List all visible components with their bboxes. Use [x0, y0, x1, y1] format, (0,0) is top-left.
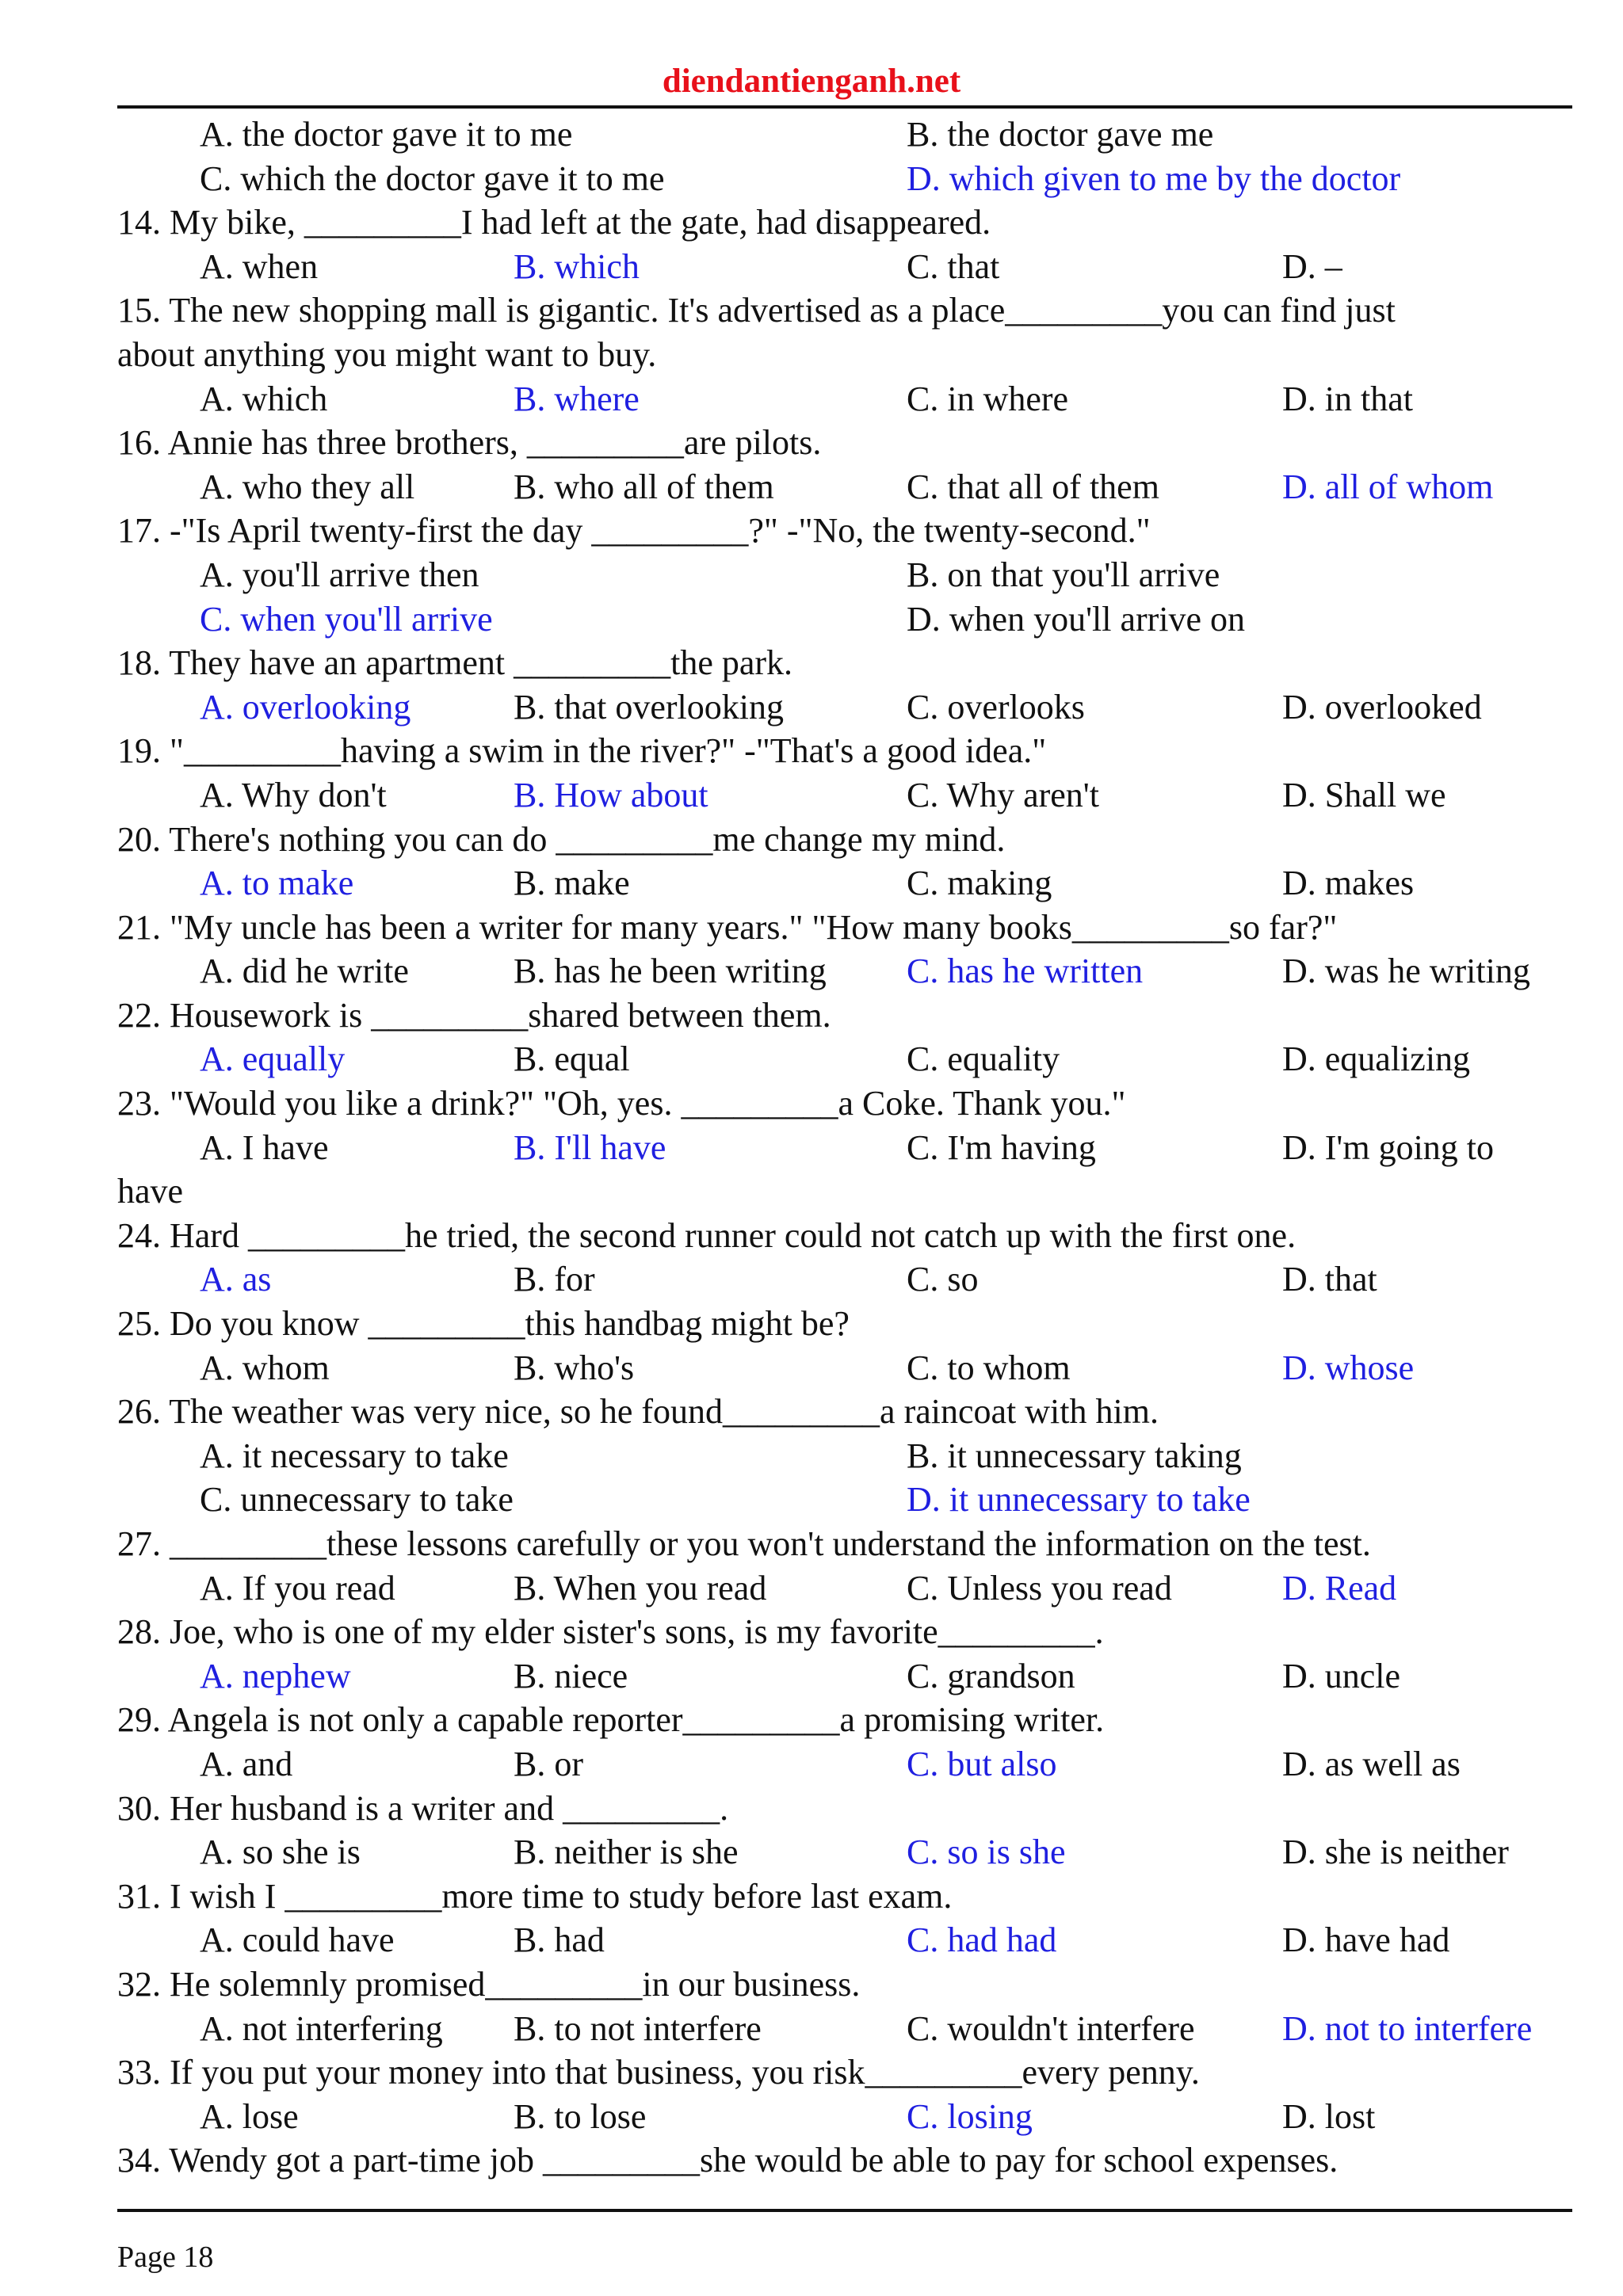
answer-options-row — [117, 1918, 1575, 1962]
answer-option-correct: C. has he written — [907, 952, 1144, 991]
answer-option: D. – — [1282, 246, 1342, 286]
answer-option: D. was he writing — [1282, 952, 1530, 991]
answer-option: C. in where — [907, 379, 1069, 418]
answer-option: C. Unless you read — [907, 1568, 1172, 1608]
question-text: 15. The new shopping mall is gigantic. It's advertised as a place_________you can find just — [117, 291, 1396, 330]
question-text: 22. Housework is _________shared between them. — [117, 995, 831, 1035]
answer-option: A. Why don't — [200, 775, 387, 814]
answer-option: C. so — [907, 1260, 979, 1299]
answer-options-row — [117, 1830, 1575, 1875]
answer-option-correct: A. to make — [200, 864, 354, 903]
question-text: 14. My bike, _________I had left at the gate, had disappeared. — [117, 203, 991, 242]
answer-option-correct: D. Read — [1282, 1568, 1397, 1608]
answer-option: A. If you read — [200, 1568, 395, 1608]
answer-options-row — [117, 1654, 1575, 1699]
answer-option: A. not interfering — [200, 2008, 443, 2048]
site-header-title: diendantienganh.net — [662, 63, 961, 100]
answer-options-row — [117, 245, 1575, 289]
answer-option-correct: B. I'll have — [514, 1127, 666, 1167]
answer-option: B. had — [514, 1920, 605, 1960]
answer-options-row — [117, 157, 1575, 201]
answer-option: B. for — [514, 1260, 595, 1299]
answer-option-correct: C. losing — [907, 2096, 1033, 2136]
answer-option: B. niece — [514, 1656, 628, 1695]
answer-options-row — [117, 949, 1575, 994]
answer-option: B. neither is she — [514, 1833, 739, 1872]
question-text: 32. He solemnly promised_________in our business. — [117, 1964, 861, 2004]
answer-option: D. have had — [1282, 1920, 1450, 1960]
question-text: 19. "_________having a swim in the river?" -"That's a good idea." — [117, 731, 1047, 771]
question-text: 33. If you put your money into that business, you risk_________every penny. — [117, 2053, 1200, 2092]
answer-option: D. Shall we — [1282, 775, 1446, 814]
question-text: 27. _________these lessons carefully or you won't understand the information on the test. — [117, 1524, 1371, 1563]
answer-option: C. that all of them — [907, 467, 1159, 506]
answer-options-row — [117, 465, 1575, 509]
answer-options-row — [117, 861, 1575, 906]
answer-option: D. equalizing — [1282, 1039, 1471, 1079]
answer-option: B. equal — [514, 1039, 630, 1079]
question-text: about anything you might want to buy. — [117, 334, 657, 374]
answer-option: C. Why aren't — [907, 775, 1099, 814]
answer-option: C. overlooks — [907, 687, 1085, 727]
answer-option: D. uncle — [1282, 1656, 1401, 1695]
answer-option-correct: C. but also — [907, 1744, 1057, 1783]
answer-option: D. makes — [1282, 864, 1415, 903]
question-text: 17. -"Is April twenty-first the day _________?" -"No, the twenty-second." — [117, 511, 1151, 551]
answer-option: A. you'll arrive then — [200, 555, 479, 594]
answer-option-correct: C. so is she — [907, 1833, 1066, 1872]
answer-option: B. make — [514, 864, 630, 903]
answer-option-correct: B. where — [514, 379, 640, 418]
answer-option: D. in that — [1282, 379, 1413, 418]
answer-option: B. to lose — [514, 2096, 647, 2136]
answer-options-row — [117, 1566, 1575, 1611]
answer-options-row — [117, 1126, 1575, 1170]
answer-options-row — [117, 1037, 1575, 1081]
answer-option-correct: C. when you'll arrive — [200, 599, 493, 639]
answer-option-correct: D. all of whom — [1282, 467, 1494, 506]
question-text: 30. Her husband is a writer and _________. — [117, 1788, 729, 1828]
answer-option-correct: D. whose — [1282, 1348, 1415, 1387]
question-text: 28. Joe, who is one of my elder sister's sons, is my favorite_________. — [117, 1612, 1104, 1652]
question-text: 24. Hard _________he tried, the second runner could not catch up with the first one. — [117, 1215, 1296, 1255]
answer-option: B. When you read — [514, 1568, 767, 1608]
answer-options-row — [117, 685, 1575, 730]
answer-option: B. on that you'll arrive — [907, 555, 1220, 594]
answer-option: C. I'm having — [907, 1127, 1096, 1167]
answer-options-row — [117, 1742, 1575, 1787]
answer-option: B. who's — [514, 1348, 635, 1387]
answer-option: B. or — [514, 1744, 583, 1783]
question-text: 26. The weather was very nice, so he found_________a raincoat with him. — [117, 1392, 1159, 1432]
question-text: 31. I wish I _________more time to study before last exam. — [117, 1876, 953, 1916]
answer-options-row — [117, 377, 1575, 421]
answer-option: A. so she is — [200, 1833, 361, 1872]
answer-option: D. she is neither — [1282, 1833, 1509, 1872]
question-text: 34. Wendy got a part-time job _________she would be able to pay for school expenses. — [117, 2141, 1338, 2180]
answer-option: B. the doctor gave me — [907, 115, 1214, 154]
footer-divider — [117, 2209, 1572, 2212]
answer-option: C. which the doctor gave it to me — [200, 158, 665, 198]
answer-option: A. lose — [200, 2096, 299, 2136]
answer-options-row — [117, 1478, 1575, 1522]
answer-option: A. who they all — [200, 467, 415, 506]
answer-option: C. unnecessary to take — [200, 1480, 514, 1520]
question-text: 16. Annie has three brothers, _________are pilots. — [117, 423, 822, 463]
answer-option-correct: B. which — [514, 246, 640, 286]
answer-option: D. that — [1282, 1260, 1377, 1299]
answer-option-correct: A. as — [200, 1260, 272, 1299]
question-text: 25. Do you know _________this handbag might be? — [117, 1304, 850, 1344]
page-number: Page 18 — [117, 2241, 214, 2274]
answer-option: C. wouldn't interfere — [907, 2008, 1195, 2048]
answer-options-row — [117, 113, 1575, 157]
answer-option-correct: B. How about — [514, 775, 708, 814]
answer-option: D. overlooked — [1282, 687, 1482, 727]
answer-option: B. to not interfere — [514, 2008, 762, 2048]
answer-options-row — [117, 2007, 1575, 2051]
answer-option: C. grandson — [907, 1656, 1075, 1695]
answer-option: B. it unnecessary taking — [907, 1436, 1242, 1475]
header-divider — [117, 105, 1572, 109]
answer-options-row — [117, 1257, 1575, 1302]
answer-options-row — [117, 597, 1575, 642]
answer-option-correct: A. equally — [200, 1039, 346, 1079]
answer-option: A. could have — [200, 1920, 395, 1960]
question-text: 21. "My uncle has been a writer for many years." "How many books_________so far?" — [117, 907, 1338, 947]
answer-option: B. who all of them — [514, 467, 774, 506]
answer-option: B. that overlooking — [514, 687, 784, 727]
answer-options-row — [117, 1346, 1575, 1390]
question-text: have — [117, 1172, 184, 1211]
question-text: 18. They have an apartment _________the park. — [117, 643, 793, 683]
answer-option: A. did he write — [200, 952, 409, 991]
answer-option-correct: D. which given to me by the doctor — [907, 158, 1401, 198]
answer-option: D. I'm going to — [1282, 1127, 1495, 1167]
answer-option: A. and — [200, 1744, 293, 1783]
answer-option: D. when you'll arrive on — [907, 599, 1246, 639]
answer-option: C. equality — [907, 1039, 1060, 1079]
answer-option-correct: D. not to interfere — [1282, 2008, 1533, 2048]
answer-option-correct: C. had had — [907, 1920, 1057, 1960]
answer-options-row — [117, 1434, 1575, 1478]
question-list — [117, 113, 1575, 2183]
answer-option: A. it necessary to take — [200, 1436, 509, 1475]
answer-option: C. to whom — [907, 1348, 1071, 1387]
answer-option: A. which — [200, 379, 328, 418]
answer-option: D. as well as — [1282, 1744, 1461, 1783]
answer-option-correct: A. overlooking — [200, 687, 411, 727]
answer-options-row — [117, 2095, 1575, 2139]
answer-option-correct: A. nephew — [200, 1656, 351, 1695]
answer-option: A. whom — [200, 1348, 330, 1387]
question-text: 23. "Would you like a drink?" "Oh, yes. _________a Coke. Thank you." — [117, 1084, 1126, 1123]
answer-option: B. has he been writing — [514, 952, 827, 991]
question-text: 20. There's nothing you can do _________me change my mind. — [117, 819, 1006, 859]
question-text: 29. Angela is not only a capable reporter_________a promising writer. — [117, 1700, 1105, 1740]
answer-option: C. that — [907, 246, 1000, 286]
answer-option: D. lost — [1282, 2096, 1376, 2136]
answer-option: C. making — [907, 864, 1052, 903]
answer-options-row — [117, 553, 1575, 597]
answer-option: A. when — [200, 246, 319, 286]
answer-option-correct: D. it unnecessary to take — [907, 1480, 1251, 1520]
answer-options-row — [117, 773, 1575, 818]
answer-option: A. the doctor gave it to me — [200, 115, 573, 154]
answer-option: A. I have — [200, 1127, 329, 1167]
